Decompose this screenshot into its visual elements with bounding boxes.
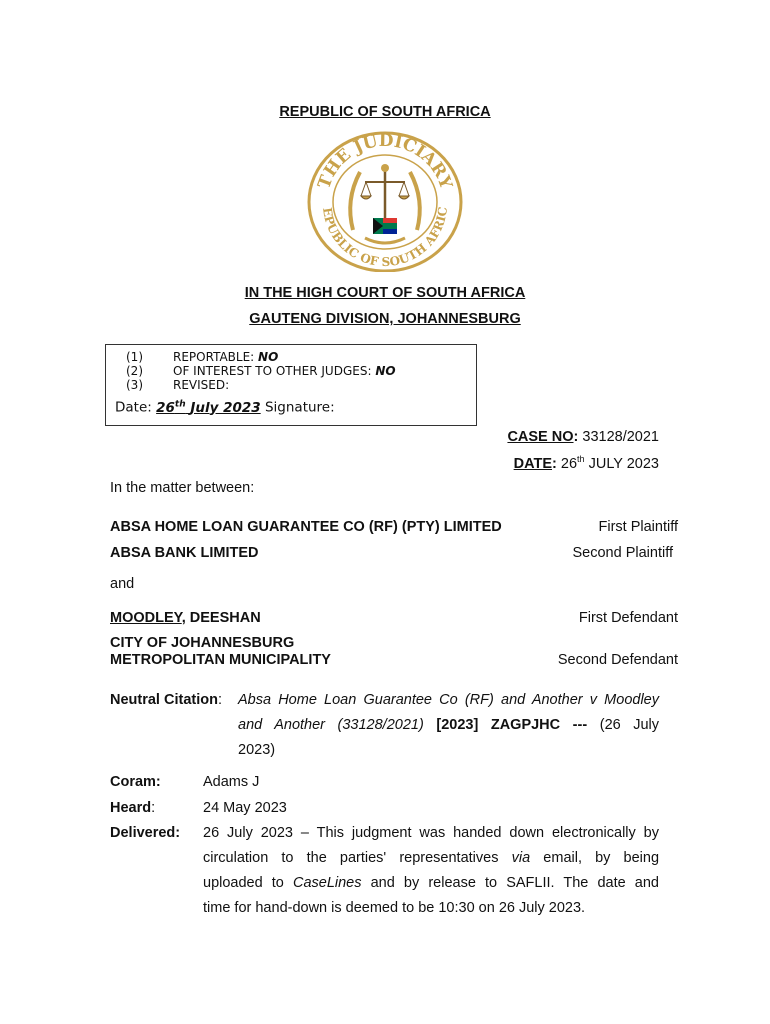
citation-label: Neutral Citation: — [110, 692, 222, 708]
reportable-box — [105, 344, 477, 426]
svg-text:THE JUDICIARY: THE JUDICIARY — [314, 130, 456, 192]
interest-item: OF INTEREST TO OTHER JUDGES: NO — [173, 364, 396, 378]
judiciary-seal-icon — [305, 130, 465, 272]
first-plaintiff-role: First Plaintiff — [598, 519, 678, 535]
and-separator: and — [110, 576, 135, 592]
svg-text:REPUBLIC OF SOUTH AFRICA: EPUBLIC OF SOUTH AFRIC — [319, 205, 451, 270]
second-defendant-name-line1: CITY OF JOHANNESBURG — [110, 635, 295, 651]
judiciary-seal — [305, 130, 465, 272]
country-heading: REPUBLIC OF SOUTH AFRICA — [279, 104, 491, 120]
coram-value: Adams J — [203, 774, 260, 790]
delivered-line4: time for hand-down is deemed to be 10:30 on 26 July 2023. — [203, 900, 586, 916]
citation-line1: Absa Home Loan Guarantee Co (RF) and Another v Moodley — [238, 692, 659, 708]
second-defendant-name-line2: METROPOLITAN MUNICIPALITY — [110, 652, 331, 668]
division-heading: GAUTENG DIVISION, JOHANNESBURG — [249, 311, 521, 327]
matter-intro: In the matter between: — [110, 480, 255, 496]
case-date: DATE: 26th JULY 2023 — [513, 454, 659, 472]
coram-label: Coram: — [110, 774, 161, 790]
case-number: CASE NO: 33128/2021 — [507, 429, 659, 445]
delivered-line2: circulation to the parties' representatives via email, by being — [203, 850, 660, 866]
second-defendant-role: Second Defendant — [557, 652, 678, 668]
delivered-line3: uploaded to CaseLines and by release to SAFLII. The date and — [203, 875, 659, 891]
item-number: (1) — [126, 350, 143, 364]
reportable-item: REPORTABLE: NO — [173, 350, 279, 364]
citation-line2: and Another (33128/2021) [2023] ZAGPJHC --- (26 July — [238, 717, 660, 733]
first-defendant-role: First Defendant — [578, 610, 678, 626]
first-plaintiff-name: ABSA HOME LOAN GUARANTEE CO (RF) (PTY) LIMITED — [110, 519, 502, 535]
revised-item: REVISED: — [173, 378, 230, 392]
delivered-label: Delivered: — [110, 825, 181, 841]
heard-value: 24 May 2023 — [203, 800, 287, 816]
item-number: (3) — [126, 378, 143, 392]
item-number: (2) — [126, 364, 143, 378]
heard-label: Heard: — [110, 800, 156, 816]
box-date-signature: Date: 26th July 2023 Signature: — [115, 399, 335, 416]
first-defendant-name: MOODLEY, DEESHAN — [110, 610, 261, 626]
delivered-line1: 26 July 2023 – This judgment was handed down electronically by — [203, 825, 659, 841]
citation-line3: 2023) — [238, 742, 276, 758]
second-plaintiff-role: Second Plaintiff — [572, 545, 673, 561]
court-heading: IN THE HIGH COURT OF SOUTH AFRICA — [244, 285, 526, 301]
second-plaintiff-name: ABSA BANK LIMITED — [110, 545, 259, 561]
